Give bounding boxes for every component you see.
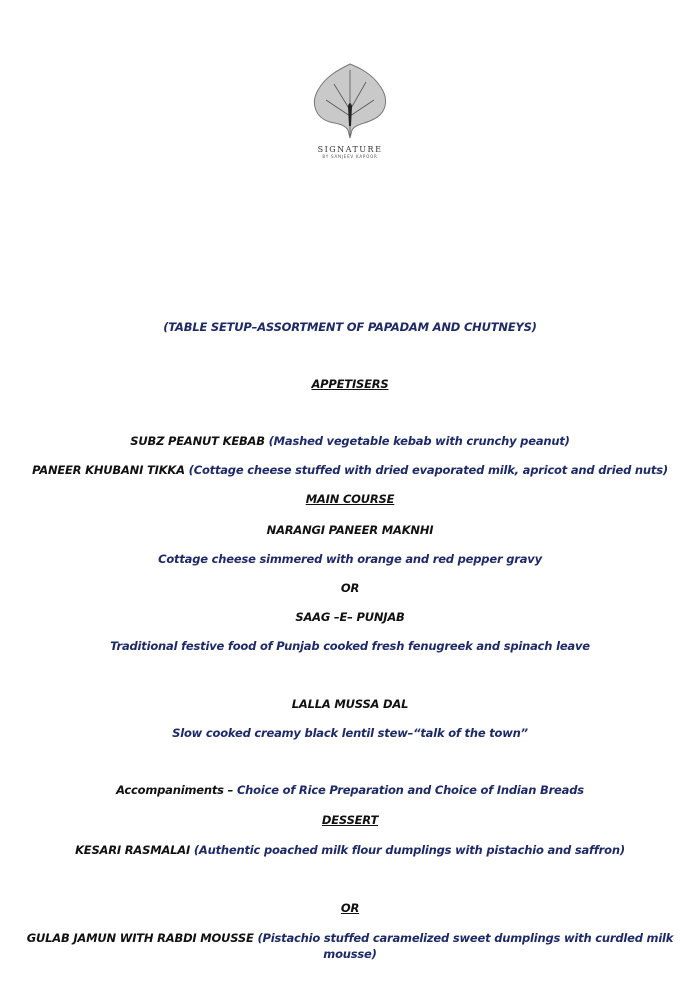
menu-item	[0, 842, 700, 858]
menu-item	[0, 930, 700, 962]
item-description: Slow cooked creamy black lentil stew–“talk of the town”	[172, 726, 528, 740]
item-name: SAAG –E– PUNJAB	[295, 610, 405, 624]
dessert-heading: DESSERT	[321, 813, 379, 827]
menu-item	[0, 462, 700, 478]
table-setup-note: (TABLE SETUP–ASSORTMENT OF PAPADAM AND CHUTNEYS)	[163, 320, 537, 334]
appetisers-heading: APPETISERS	[311, 377, 389, 391]
item-description: Traditional festive food of Punjab cooked fresh fenugreek and spinach leave	[110, 639, 590, 653]
item-description: (Pistachio stuffed caramelized sweet dumplings with curdled milk mousse)	[257, 931, 674, 961]
item-name: PANEER KHUBANI TIKKA	[32, 463, 189, 477]
main-course-heading: MAIN COURSE	[305, 492, 395, 506]
item-description: Cottage cheese simmered with orange and red pepper gravy	[158, 552, 542, 566]
item-name: LALLA MUSSA DAL	[291, 697, 409, 711]
leaf-logo-icon	[308, 60, 392, 140]
item-description: (Cottage cheese stuffed with dried evaporated milk, apricot and dried nuts)	[188, 463, 668, 477]
accompaniments-label: Accompaniments –	[116, 783, 237, 797]
signature-logo	[300, 60, 400, 159]
or-separator: OR	[340, 581, 360, 595]
or-separator: OR	[340, 901, 360, 915]
item-name: SUBZ PEANUT KEBAB	[130, 434, 269, 448]
logo-subtitle: BY SANJEEV KAPOOR	[322, 154, 378, 159]
logo-title: SIGNATURE	[317, 145, 383, 154]
item-name: NARANGI PANEER MAKNHI	[266, 523, 434, 537]
accompaniments-description: Choice of Rice Preparation and Choice of Indian Breads	[236, 783, 584, 797]
item-description: (Mashed vegetable kebab with crunchy peanut)	[268, 434, 570, 448]
accompaniments	[0, 782, 700, 798]
item-name: KESARI RASMALAI	[75, 843, 194, 857]
menu-item	[0, 433, 700, 449]
item-description: (Authentic poached milk flour dumplings with pistachio and saffron)	[193, 843, 625, 857]
item-name: GULAB JAMUN WITH RABDI MOUSSE	[26, 931, 258, 945]
